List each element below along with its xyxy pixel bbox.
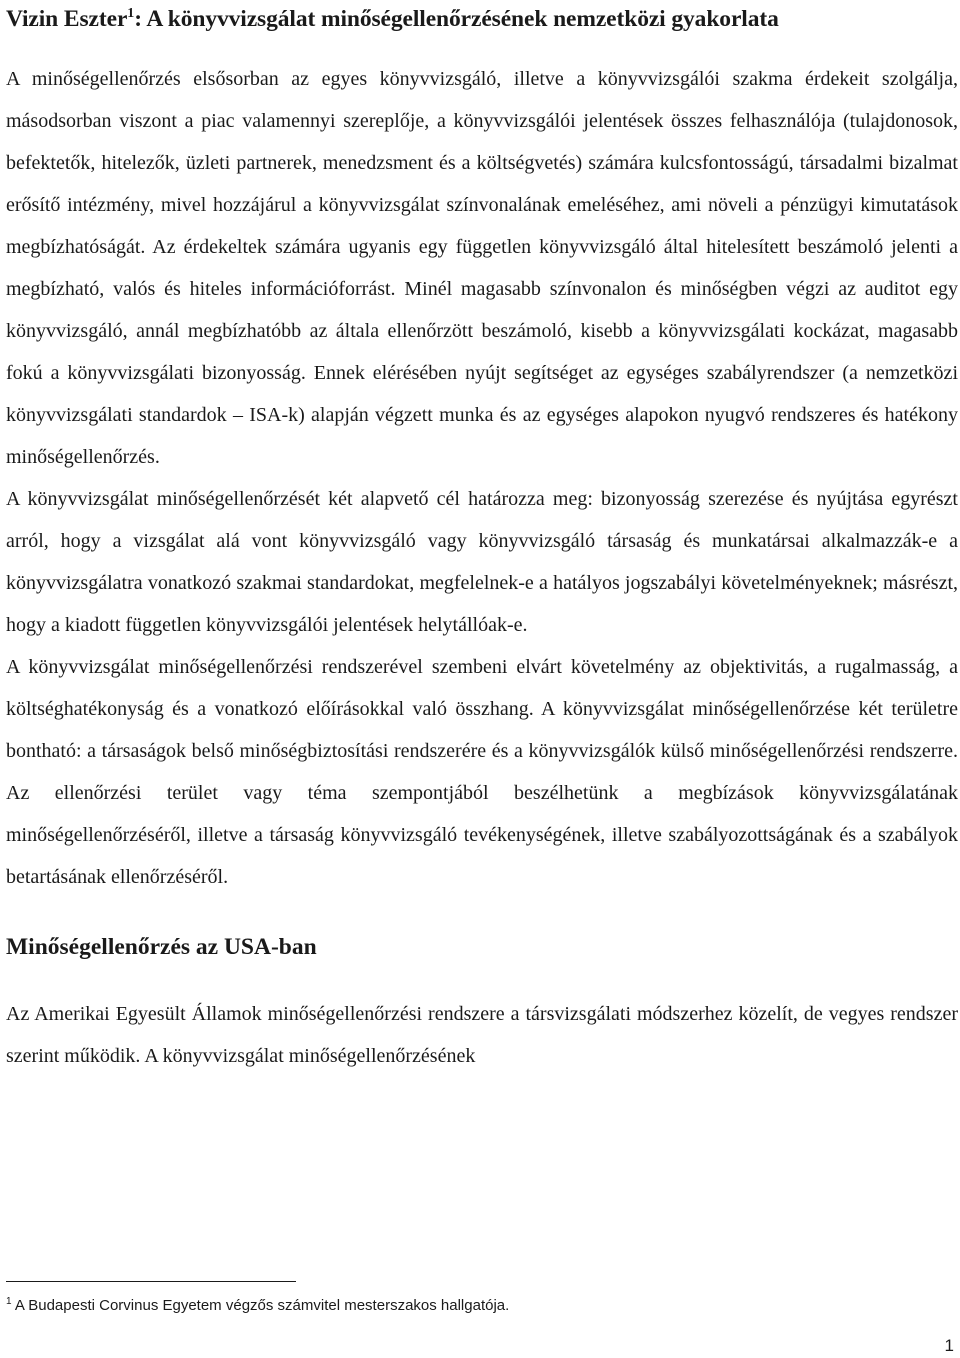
section-paragraph: Az Amerikai Egyesült Államok minőségellenőrzési rendszere a társvizsgálati módszerhez közelít, de vegyes rendszer szerint működik. A könyvvizsgálat minőségellenőrzésének — [6, 1003, 958, 1067]
paragraph-3: A könyvvizsgálat minőségellenőrzési rendszerével szembeni elvárt követelmény az objektivitás, a rugalmasság, a költséghatékonyság és a vonatkozó előírásokkal való összhang. A könyvvizsgálat minőségellenőrzése két területre bontható: a társaságok belső minőségbiztosítási rendszerére és a könyvvizsgálók külső minőségellenőrzési rendszerre. Az ellenőrzési terület vagy téma szempontjából beszélhetünk a megbízások könyvvizsgálatának minőségellenőrzéséről, illetve a társaság könyvvizsgáló tevékenységének, illetve szabályozottságának és a szabályok betartásának ellenőrzéséről. — [6, 656, 958, 888]
title-text: : A könyvvizsgálat minőségellenőrzésének nemzetközi gyakorlata — [134, 6, 779, 32]
footnote — [6, 1296, 509, 1316]
title-footnote-mark[interactable]: 1 — [127, 6, 135, 21]
footnote-text: A Budapesti Corvinus Egyetem végzős számvitel mesterszakos hallgatója. — [11, 1297, 510, 1314]
page-number: 1 — [944, 1336, 954, 1355]
paragraph-1: A minőségellenőrzés elsősorban az egyes könyvvizsgáló, illetve a könyvvizsgálói szakma érdekeit szolgálja, másodsorban viszont a piac valamennyi szereplője, a könyvvizsgálói jelentések összes felhasználója (tulajdonosok, befektetők, hitelezők, üzleti partnerek, menedzsment és a költségvetés) számára kulcsfontosságú, társadalmi bizalmat erősítő intézmény, mivel hozzájárul a könyvvizsgálat színvonalának emeléséhez, ami növeli a pénzügyi kimutatások megbízhatóságát. Az érdekeltek számára ugyanis egy független könyvvizsgáló által hitelesített beszámoló jelenti a megbízható, valós és hiteles információforrást. Minél magasabb színvonalon és minőségben végzi az auditot egy könyvvizsgáló, annál megbízhatóbb az általa ellenőrzött beszámoló, kisebb a könyvvizsgálati kockázat, magasabb fokú a könyvvizsgálati bizonyosság. Ennek elérésében nyújt segítséget az egységes szabályrendszer (a nemzetközi könyvvizsgálati standardok – ISA-k) alapján végzett munka és az egységes alapokon nyugvó rendszeres és hatékony minőségellenőrzés. — [6, 68, 958, 468]
paragraph-2: A könyvvizsgálat minőségellenőrzését két alapvető cél határozza meg: bizonyosság szerezése és nyújtása egyrészt arról, hogy a vizsgálat alá vont könyvvizsgáló vagy könyvvizsgáló társaság és munkatársai alkalmazzák-e a könyvvizsgálatra vonatkozó szakmai standardokat, megfelelnek-e a hatályos jogszabályi követelményeknek; másrészt, hogy a kiadott független könyvvizsgálói jelentések helytállóak-e. — [6, 488, 958, 636]
document-page — [6, 0, 958, 1077]
footnote-mark: 1 — [6, 1296, 12, 1307]
title-author: Vizin Eszter — [6, 6, 128, 32]
footnote-separator — [6, 1281, 296, 1282]
document-title — [6, 0, 958, 34]
section-heading: Minőségellenőrzés az USA-ban — [6, 934, 317, 960]
